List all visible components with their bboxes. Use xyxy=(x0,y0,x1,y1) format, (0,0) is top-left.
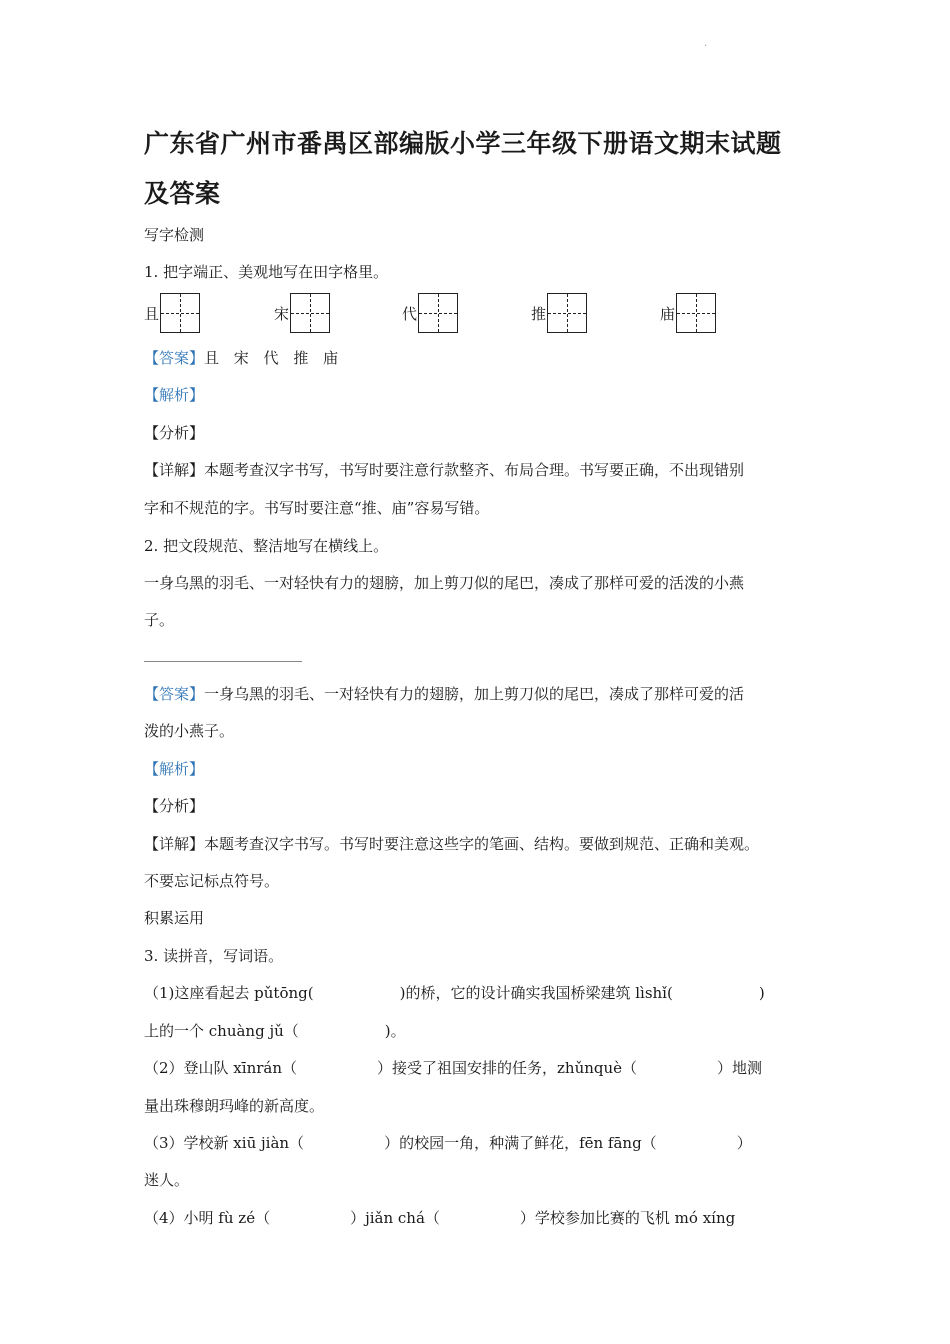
q1-detail-line1 xyxy=(144,460,744,480)
tianzige-item xyxy=(402,292,458,334)
detail-text: 本题考查汉字书写。书写时要注意这些字的笔画、结构。要做到规范、正确和美观。 xyxy=(204,835,760,853)
q2-detail-line1 xyxy=(144,834,759,854)
q3-item2-text-c: ）地测 xyxy=(717,1059,763,1077)
q1-detail-line2: 字和不规范的字。书写时要注意“推、庙”容易写错。 xyxy=(144,499,490,517)
q3-item1-text-e: )。 xyxy=(384,1022,406,1040)
q2-answer-line1 xyxy=(144,684,744,704)
page-title-line1: 广东省广州市番禺区部编版小学三年级下册语文期末试题 xyxy=(144,129,782,158)
tianzige-row xyxy=(144,292,764,334)
tianzige-item xyxy=(144,292,200,334)
tianzige-box[interactable] xyxy=(547,293,587,333)
q2-passage-line2: 子。 xyxy=(144,611,175,629)
q3-item1-text-d: 上的一个 chuàng jǔ（ xyxy=(144,1022,299,1040)
answer-write-line[interactable] xyxy=(144,661,302,662)
q3-item2-line2: 量出珠穆朗玛峰的新高度。 xyxy=(144,1097,325,1115)
tianzige-item xyxy=(531,292,587,334)
grid-char: 推 xyxy=(531,304,547,323)
tianzige-box[interactable] xyxy=(290,293,330,333)
question-2-prompt: 2. 把文段规范、整洁地写在横线上。 xyxy=(144,537,389,555)
answer-tag: 【答案】 xyxy=(144,685,205,703)
q3-item3-line1 xyxy=(144,1133,752,1153)
q3-item3-text-b: ）的校园一角，种满了鲜花，fēn fāng（ xyxy=(384,1134,657,1152)
tianzige-item xyxy=(660,292,716,334)
answer-text: 一身乌黑的羽毛、一对轻快有力的翅膀，加上剪刀似的尾巴，凑成了那样可爱的活 xyxy=(204,685,745,703)
q2-answer-line2: 泼的小燕子。 xyxy=(144,722,235,740)
q3-item2-text-b: ）接受了祖国安排的任务，zhǔnquè（ xyxy=(377,1059,638,1077)
question-1-prompt: 1. 把字端正、美观地写在田字格里。 xyxy=(144,263,389,281)
q3-item1-text-b: )的桥，它的设计确实我国桥梁建筑 lìshǐ( xyxy=(399,984,673,1002)
q3-item4-line1 xyxy=(144,1208,735,1228)
detail-text: 本题考查汉字书写，书写时要注意行款整齐、布局合理。书写要正确，不出现错别 xyxy=(204,461,745,479)
section-heading-accumulation: 积累运用 xyxy=(144,909,205,927)
q2-passage-line1: 一身乌黑的羽毛、一对轻快有力的翅膀，加上剪刀似的尾巴，凑成了那样可爱的活泼的小燕 xyxy=(144,574,745,592)
q3-item3-line2: 迷人。 xyxy=(144,1171,190,1189)
q3-item4-text-b: ）jiǎn chá（ xyxy=(350,1209,440,1227)
section-heading-writing: 写字检测 xyxy=(144,226,205,244)
tianzige-box[interactable] xyxy=(418,293,458,333)
q1-fenxi-tag: 【分析】 xyxy=(144,424,205,442)
q3-item3-text-a: （3）学校新 xiū jiàn（ xyxy=(144,1134,305,1152)
tianzige-box[interactable] xyxy=(676,293,716,333)
grid-char: 代 xyxy=(402,304,418,323)
question-3-prompt: 3. 读拼音，写词语。 xyxy=(144,947,284,965)
q2-detail-line2: 不要忘记标点符号。 xyxy=(144,872,280,890)
q3-item1-line1 xyxy=(144,983,765,1003)
q1-analysis-tag: 【解析】 xyxy=(144,386,205,404)
q3-item2-text-a: （2）登山队 xīnrán（ xyxy=(144,1059,298,1077)
detail-tag: 【详解】 xyxy=(144,835,205,853)
corner-mark: . xyxy=(704,38,708,49)
q3-item2-line1 xyxy=(144,1058,762,1078)
answer-tag: 【答案】 xyxy=(144,349,205,367)
tianzige-item xyxy=(274,292,330,334)
tianzige-box[interactable] xyxy=(160,293,200,333)
q3-item4-text-a: （4）小明 fù zé（ xyxy=(144,1209,271,1227)
q1-answer xyxy=(144,348,338,368)
q2-fenxi-tag: 【分析】 xyxy=(144,797,205,815)
q3-item3-text-c: ） xyxy=(736,1134,752,1152)
grid-char: 宋 xyxy=(274,304,290,323)
q3-item4-text-c: ）学校参加比赛的飞机 mó xíng xyxy=(519,1209,736,1227)
q3-item1-line2 xyxy=(144,1021,406,1041)
page-title-line2: 及答案 xyxy=(144,179,221,208)
grid-char: 且 xyxy=(144,304,160,323)
q2-analysis-tag: 【解析】 xyxy=(144,760,205,778)
answer-text: 且 宋 代 推 庙 xyxy=(204,349,339,367)
q3-item1-text-c: ) xyxy=(758,984,765,1002)
detail-tag: 【详解】 xyxy=(144,461,205,479)
q3-item1-text-a: （1)这座看起去 pǔtōng( xyxy=(144,984,314,1002)
grid-char: 庙 xyxy=(660,304,676,323)
